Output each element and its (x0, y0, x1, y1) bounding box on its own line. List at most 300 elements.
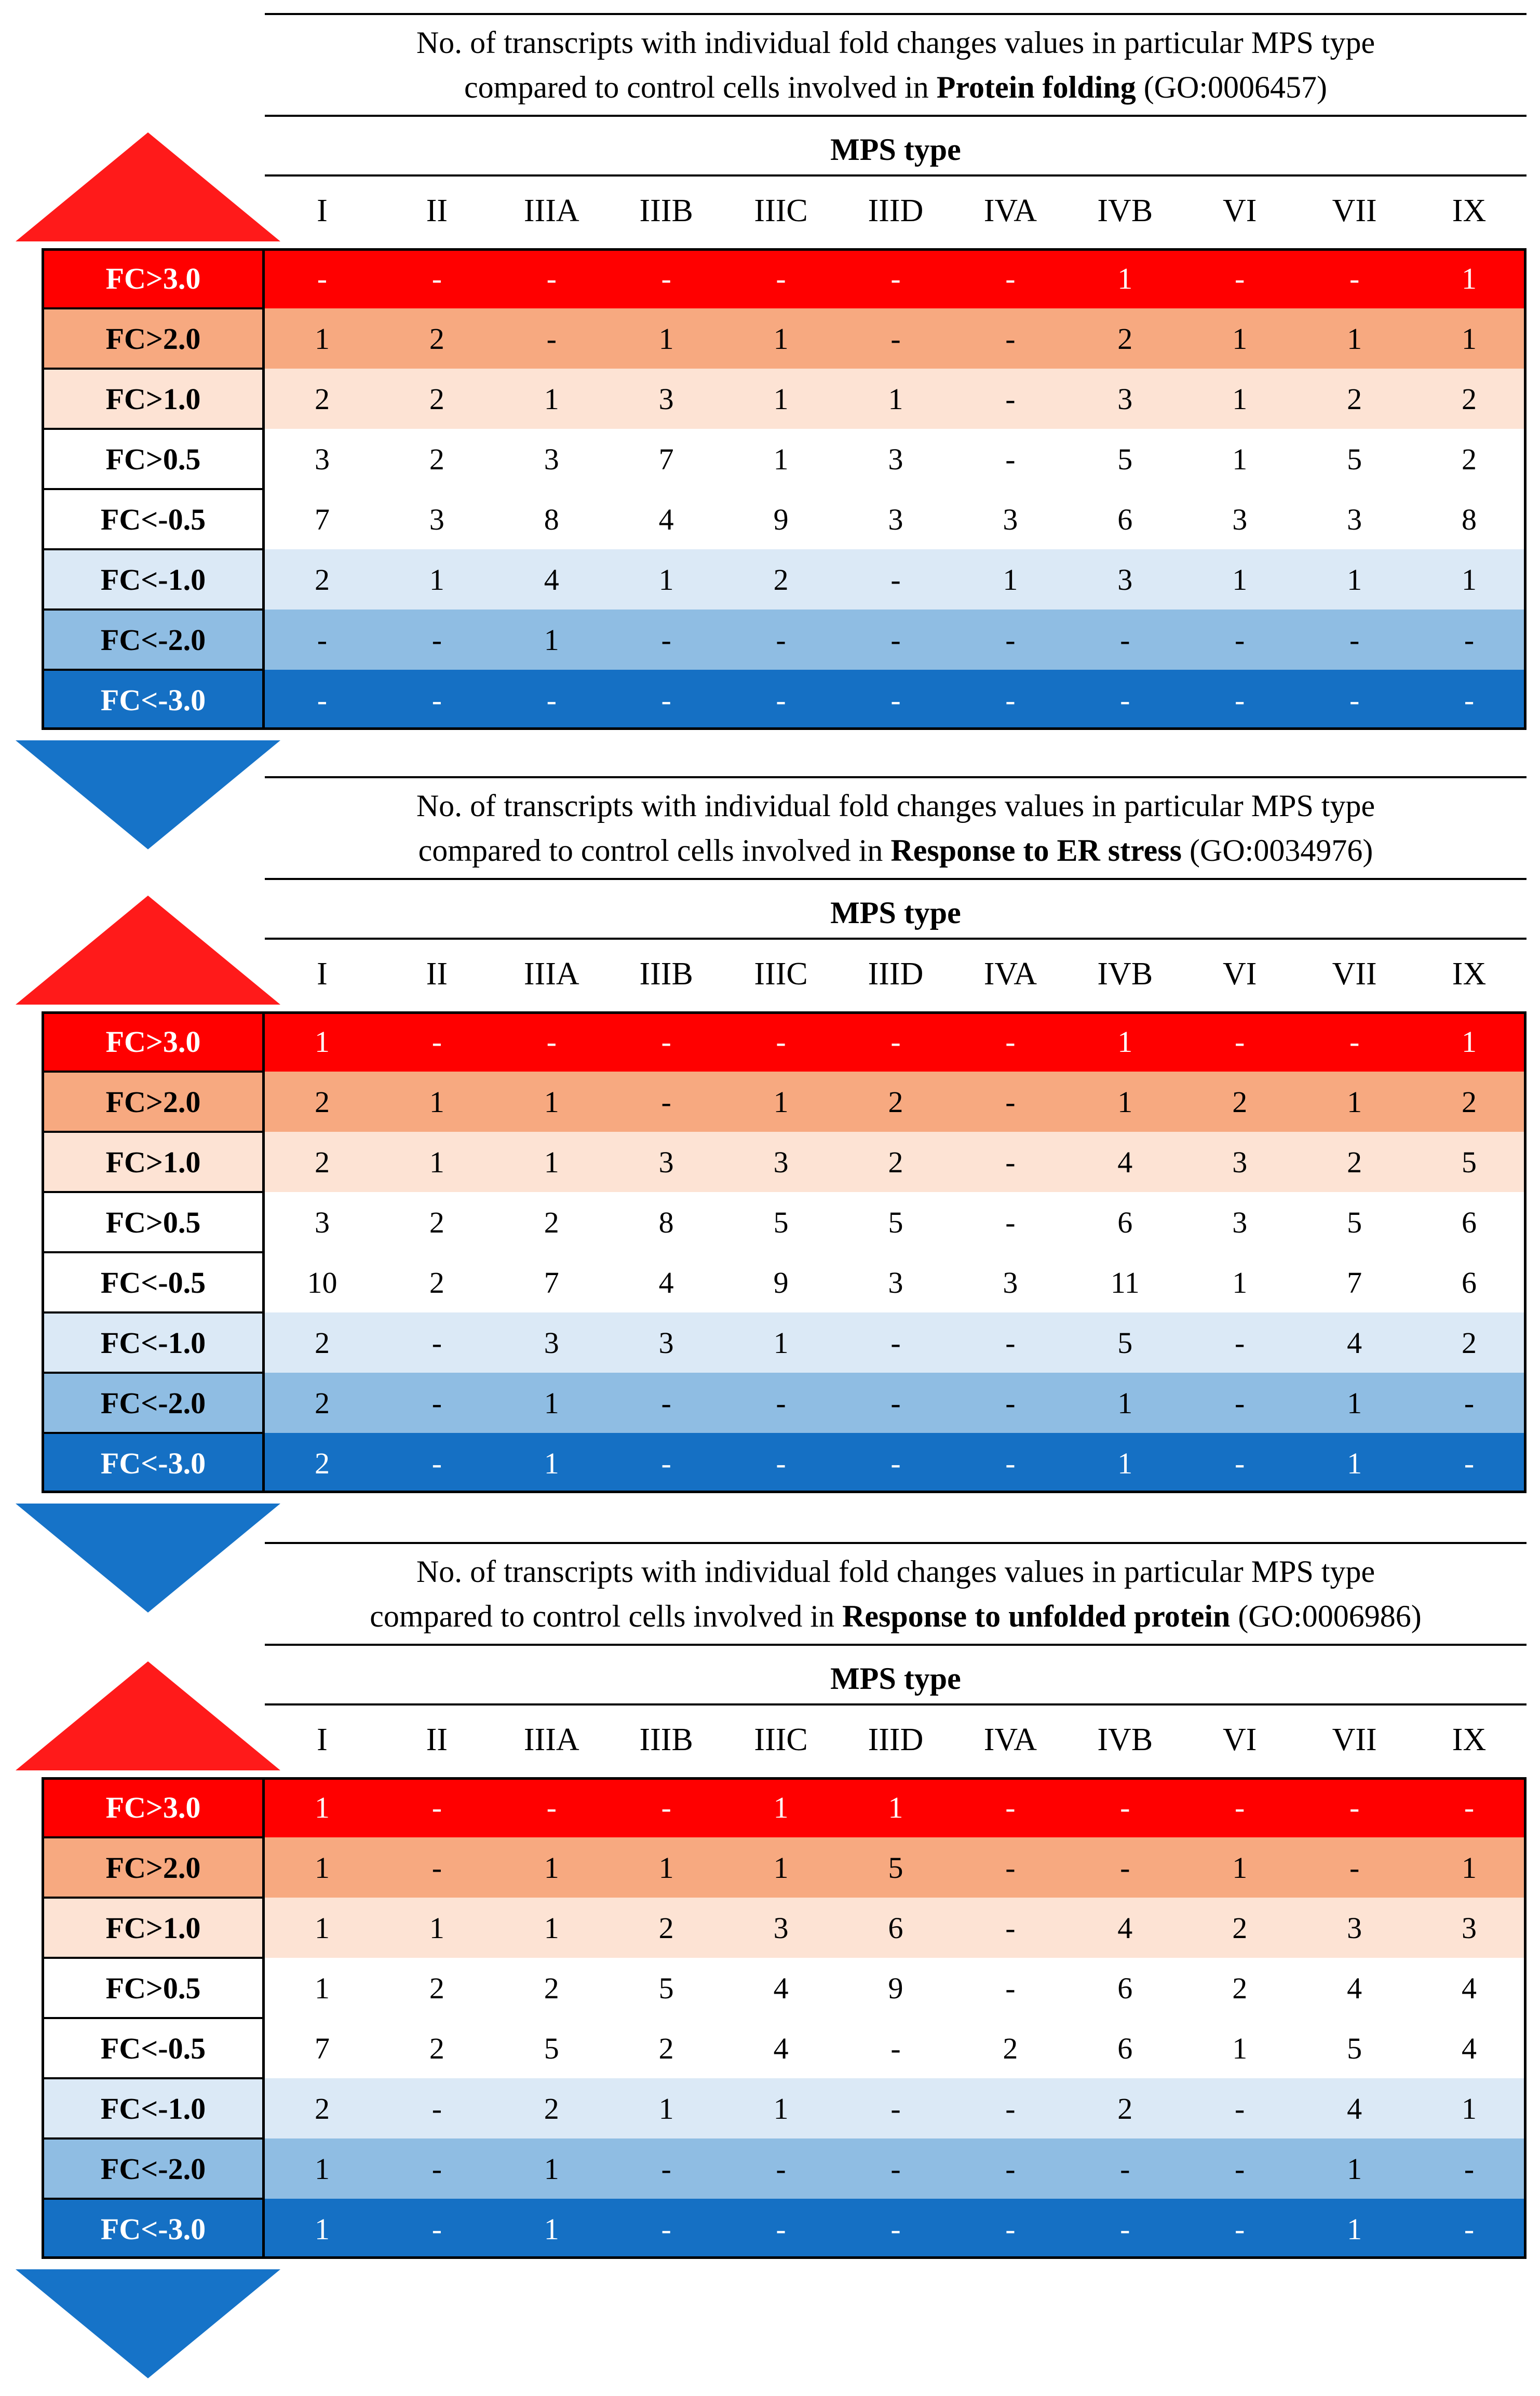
table-cell: 2 (1003, 2031, 1018, 2065)
row-separator (42, 1957, 265, 1959)
row-label: FC>3.0 (42, 1011, 265, 1072)
table-cell: - (1235, 2091, 1245, 2126)
table-cell: 7 (544, 1265, 559, 1299)
table-cell: - (661, 2151, 671, 2186)
table-cell: 1 (1462, 2091, 1477, 2126)
table-cell: - (890, 2212, 901, 2246)
row-cells (265, 1072, 1527, 1132)
table-cell: 6 (1117, 1205, 1133, 1239)
table-cell: 1 (544, 622, 559, 657)
table-cell: - (890, 261, 901, 295)
table-cell: 4 (1117, 1145, 1133, 1179)
table-cell: 1 (658, 2091, 674, 2126)
table-cell: 7 (658, 442, 674, 476)
table-row (42, 1777, 1527, 1837)
table-cell: - (1120, 2151, 1130, 2186)
table-cell: 2 (1462, 1325, 1477, 1360)
table-cell: 2 (888, 1085, 903, 1119)
row-cells (265, 1777, 1527, 1837)
caption-term: Response to ER stress (890, 833, 1182, 868)
table-cell: 1 (314, 2212, 330, 2246)
table-cell: 3 (429, 502, 444, 536)
table-row (42, 2199, 1527, 2259)
row-separator (42, 1372, 265, 1374)
table-cell: - (431, 261, 442, 295)
row-label: FC>2.0 (42, 1072, 265, 1132)
table-cell: - (317, 683, 328, 717)
table-row (42, 1252, 1527, 1312)
table-cell: - (431, 1446, 442, 1480)
row-label: FC>2.0 (42, 308, 265, 369)
column-headers (265, 182, 1527, 240)
table-cell: - (1235, 261, 1245, 295)
table-cell: - (1349, 1790, 1360, 1824)
column-header: IVA (983, 1722, 1037, 1757)
table-cell: 3 (1117, 382, 1133, 416)
caption-go-id: (GO:0034976) (1182, 833, 1373, 868)
table-cell: 2 (429, 1205, 444, 1239)
column-header: VII (1332, 193, 1377, 228)
table-cell: 2 (314, 2091, 330, 2126)
column-header: VI (1222, 956, 1257, 992)
table-cell: 1 (429, 1145, 444, 1179)
table-cell: - (1005, 1790, 1016, 1824)
table-cell: 3 (773, 1145, 789, 1179)
caption-go-id: (GO:0006457) (1136, 70, 1327, 104)
column-header: I (317, 193, 328, 228)
table-cell: - (1120, 1850, 1130, 1885)
table-row (42, 2018, 1527, 2078)
table-cell: 1 (1117, 1446, 1133, 1480)
table-cell: 2 (1347, 382, 1362, 416)
table-cell: 1 (1347, 2151, 1362, 2186)
table-cell: 1 (1117, 261, 1133, 295)
table-cell: - (890, 562, 901, 597)
table-cell: 3 (658, 1325, 674, 1360)
table-cell: - (431, 2212, 442, 2246)
row-separator (42, 608, 265, 611)
table-cell: 1 (314, 1024, 330, 1059)
table-cell: 3 (314, 442, 330, 476)
row-separator (42, 1191, 265, 1193)
table-cell: 4 (658, 1265, 674, 1299)
table-cell: - (1005, 622, 1016, 657)
up-arrow-icon (16, 132, 280, 241)
caption-term: Protein folding (936, 70, 1136, 104)
table-cell: 1 (1347, 2212, 1362, 2246)
table-cell: - (1235, 2212, 1245, 2246)
column-header: IIIC (754, 956, 808, 992)
table-cell: - (1005, 382, 1016, 416)
mps-type-header: MPS type (265, 888, 1527, 940)
mps-type-header: MPS type (265, 125, 1527, 177)
table-cell: - (1005, 1850, 1016, 1885)
table-cell: - (1464, 2212, 1475, 2246)
table-cell: 7 (1347, 1265, 1362, 1299)
table-row (42, 248, 1527, 308)
row-cells (265, 549, 1527, 610)
table-row (42, 1373, 1527, 1433)
table-cell: 7 (314, 502, 330, 536)
row-label: FC<-2.0 (42, 610, 265, 670)
table-row (42, 610, 1527, 670)
table-cell: 5 (888, 1850, 903, 1885)
table-cell: 3 (658, 1145, 674, 1179)
table-cell: 1 (544, 2151, 559, 2186)
table-cell: 4 (658, 502, 674, 536)
table-cell: 1 (544, 1446, 559, 1480)
row-separator (42, 368, 265, 370)
table-cell: 9 (773, 1265, 789, 1299)
table-cell: 2 (544, 1205, 559, 1239)
table-row (42, 1898, 1527, 1958)
table-cell: - (890, 2091, 901, 2126)
table-cell: 1 (1232, 1850, 1248, 1885)
table-cell: 1 (773, 1850, 789, 1885)
table-cell: - (1464, 1790, 1475, 1824)
table-cell: - (1005, 2212, 1016, 2246)
column-header: IX (1452, 1722, 1487, 1757)
column-header: IIID (868, 193, 924, 228)
section-1 (0, 0, 1540, 763)
table-cell: 1 (658, 1850, 674, 1885)
table-cell: - (1464, 683, 1475, 717)
table-cell: 1 (429, 1911, 444, 1945)
table-row (42, 1433, 1527, 1493)
table-cell: - (1235, 683, 1245, 717)
table-cell: 1 (1462, 321, 1477, 356)
table-cell: 3 (888, 1265, 903, 1299)
row-cells (265, 1958, 1527, 2018)
table-row (42, 1837, 1527, 1898)
table-cell: - (1005, 683, 1016, 717)
table-cell: - (1235, 1325, 1245, 1360)
caption-line-2 (464, 65, 1327, 110)
table-row (42, 308, 1527, 369)
table-cell: 2 (1117, 321, 1133, 356)
table-cell: 1 (1347, 1386, 1362, 1420)
caption-go-id: (GO:0006986) (1230, 1599, 1422, 1633)
table-cell: - (431, 2151, 442, 2186)
row-cells (265, 1837, 1527, 1898)
table-cell: 1 (314, 1790, 330, 1824)
table-cell: 2 (429, 1971, 444, 2005)
table-cell: - (431, 683, 442, 717)
table-cell: 4 (544, 562, 559, 597)
table-cell: 1 (1003, 562, 1018, 597)
table-cell: - (890, 2151, 901, 2186)
caption (265, 776, 1527, 880)
table-cell: 1 (658, 562, 674, 597)
column-header: IIIC (754, 193, 808, 228)
table-cell: - (890, 622, 901, 657)
row-separator (42, 428, 265, 430)
table-cell: 3 (773, 1911, 789, 1945)
table-cell: 1 (544, 1911, 559, 1945)
table-row (42, 670, 1527, 730)
table-cell: 2 (544, 2091, 559, 2126)
table-cell: 2 (314, 1325, 330, 1360)
table-cell: - (431, 1850, 442, 1885)
table-cell: 3 (888, 442, 903, 476)
caption-prefix: compared to control cells involved in (418, 833, 891, 868)
table-cell: 1 (773, 1790, 789, 1824)
table-cell: 2 (1462, 442, 1477, 476)
table-row (42, 1072, 1527, 1132)
table-cell: 1 (1347, 562, 1362, 597)
table-cell: 5 (1117, 442, 1133, 476)
row-separator (42, 307, 265, 309)
column-headers (265, 1711, 1527, 1769)
column-header: II (426, 1722, 448, 1757)
table-cell: - (890, 683, 901, 717)
table-cell: - (890, 1024, 901, 1059)
table-cell: 1 (888, 382, 903, 416)
table-cell: 1 (1232, 1265, 1248, 1299)
table-cell: 5 (888, 1205, 903, 1239)
table-cell: - (1349, 261, 1360, 295)
table-cell: - (661, 683, 671, 717)
table-cell: 1 (314, 321, 330, 356)
table-cell: - (1235, 1446, 1245, 1480)
table-cell: 1 (773, 382, 789, 416)
table-cell: 4 (1462, 1971, 1477, 2005)
table-cell: 3 (1462, 1911, 1477, 1945)
table-cell: 2 (314, 1446, 330, 1480)
table-cell: - (776, 683, 786, 717)
table-cell: - (1005, 442, 1016, 476)
table-cell: 6 (1462, 1205, 1477, 1239)
table-cell: 3 (1117, 562, 1133, 597)
table-cell: - (1005, 1971, 1016, 2005)
table-cell: 1 (429, 562, 444, 597)
table-cell: - (1005, 1024, 1016, 1059)
caption-line-2 (418, 828, 1373, 873)
table-cell: - (1464, 1446, 1475, 1480)
row-cells (265, 670, 1527, 730)
table-cell: - (1349, 683, 1360, 717)
table-cell: - (1235, 1024, 1245, 1059)
caption-term: Response to unfolded protein (842, 1599, 1231, 1633)
table-cell: 6 (1117, 1971, 1133, 2005)
table-cell: - (1005, 1205, 1016, 1239)
table-cell: - (890, 1325, 901, 1360)
row-label: FC<-1.0 (42, 549, 265, 610)
column-header: IVB (1097, 1722, 1153, 1757)
table-cell: 1 (773, 1085, 789, 1119)
table-row (42, 1011, 1527, 1072)
row-cells (265, 369, 1527, 429)
row-label: FC<-2.0 (42, 1373, 265, 1433)
table-cell: 1 (1232, 442, 1248, 476)
column-header: IIIA (523, 956, 579, 992)
table-cell: 2 (1347, 1145, 1362, 1179)
table-cell: 5 (1347, 1205, 1362, 1239)
table-cell: 5 (1117, 1325, 1133, 1360)
table-cell: 1 (314, 2151, 330, 2186)
table-cell: - (431, 1325, 442, 1360)
table-cell: 4 (773, 1971, 789, 2005)
row-separator (42, 1131, 265, 1133)
row-separator (42, 1432, 265, 1434)
table-cell: 1 (773, 321, 789, 356)
table-cell: - (1005, 1145, 1016, 1179)
row-cells (265, 1011, 1527, 1072)
table-cell: - (1005, 1911, 1016, 1945)
table-cell: - (1235, 1790, 1245, 1824)
table-cell: - (661, 1446, 671, 1480)
row-cells (265, 610, 1527, 670)
table-cell: 2 (314, 382, 330, 416)
table-cell: - (431, 1790, 442, 1824)
table-cell: 2 (314, 1145, 330, 1179)
table-cell: - (1235, 2151, 1245, 2186)
column-header: IX (1452, 956, 1487, 992)
column-header: IX (1452, 193, 1487, 228)
row-label: FC<-3.0 (42, 1433, 265, 1493)
table-row (42, 429, 1527, 489)
table-cell: 2 (314, 1085, 330, 1119)
table-cell: 7 (314, 2031, 330, 2065)
table-cell: - (890, 321, 901, 356)
row-separator (42, 548, 265, 550)
column-header: VI (1222, 1722, 1257, 1757)
table-cell: 1 (1462, 1024, 1477, 1059)
table-cell: - (661, 2212, 671, 2246)
table-cell: 1 (773, 2091, 789, 2126)
row-cells (265, 489, 1527, 549)
table-cell: 3 (1347, 1911, 1362, 1945)
table-cell: - (661, 1024, 671, 1059)
row-separator (42, 1897, 265, 1899)
column-header: I (317, 956, 328, 992)
table-cell: - (546, 683, 557, 717)
row-cells (265, 2199, 1527, 2259)
table-cell: 1 (1232, 2031, 1248, 2065)
mps-type-header: MPS type (265, 1654, 1527, 1705)
table-cell: 1 (544, 382, 559, 416)
row-cells (265, 1132, 1527, 1192)
table-cell: 1 (1117, 1386, 1133, 1420)
table-cell: - (776, 2212, 786, 2246)
table-cell: 5 (658, 1971, 674, 2005)
row-label: FC<-3.0 (42, 2199, 265, 2259)
row-label: FC>1.0 (42, 369, 265, 429)
row-cells (265, 2018, 1527, 2078)
table-cell: 3 (544, 442, 559, 476)
table-cell: - (546, 261, 557, 295)
column-header: II (426, 193, 448, 228)
table-cell: 1 (1347, 321, 1362, 356)
table-row (42, 1312, 1527, 1373)
table-cell: - (1464, 2151, 1475, 2186)
column-header: IVB (1097, 956, 1153, 992)
table-cell: 5 (1347, 442, 1362, 476)
table-cell: 3 (888, 502, 903, 536)
table-cell: 2 (314, 1386, 330, 1420)
row-label: FC>3.0 (42, 1777, 265, 1837)
row-label: FC<-2.0 (42, 2138, 265, 2199)
table-row (42, 2138, 1527, 2199)
row-label: FC>0.5 (42, 1192, 265, 1252)
table-cell: - (1005, 1325, 1016, 1360)
table-cell: 1 (429, 1085, 444, 1119)
caption-line-1: No. of transcripts with individual fold changes values in particular MPS type (416, 25, 1375, 60)
table-cell: 3 (544, 1325, 559, 1360)
table-cell: - (661, 261, 671, 295)
table-cell: 8 (658, 1205, 674, 1239)
table-cell: - (431, 2091, 442, 2126)
table-cell: 6 (1117, 502, 1133, 536)
row-separator (42, 1071, 265, 1073)
table-cell: - (1005, 261, 1016, 295)
table-cell: 3 (1003, 502, 1018, 536)
table-cell: - (431, 1024, 442, 1059)
table-row (42, 549, 1527, 610)
table-cell: 3 (1232, 1145, 1248, 1179)
table-cell: 3 (1003, 1265, 1018, 1299)
row-separator (42, 2017, 265, 2019)
table-cell: - (776, 1446, 786, 1480)
row-cells (265, 1373, 1527, 1433)
table-cell: - (776, 622, 786, 657)
table-cell: 3 (1347, 502, 1362, 536)
table-cell: 1 (1347, 1085, 1362, 1119)
table-cell: 2 (1462, 1085, 1477, 1119)
table-cell: 3 (1232, 502, 1248, 536)
caption-line-1: No. of transcripts with individual fold changes values in particular MPS type (416, 1554, 1375, 1589)
column-header: IVB (1097, 193, 1153, 228)
row-label: FC<-3.0 (42, 670, 265, 730)
section-3 (0, 1529, 1540, 2292)
column-header: IVA (983, 193, 1037, 228)
up-arrow-icon (16, 896, 280, 1005)
table-cell: - (1120, 2212, 1130, 2246)
table-row (42, 1192, 1527, 1252)
table-cell: - (1464, 1386, 1475, 1420)
row-label: FC<-1.0 (42, 1312, 265, 1373)
table-cell: 1 (1462, 562, 1477, 597)
table-cell: - (317, 622, 328, 657)
table-cell: 1 (773, 442, 789, 476)
table-cell: - (890, 1386, 901, 1420)
table-cell: 1 (1462, 1850, 1477, 1885)
table-cell: - (890, 2031, 901, 2065)
table-cell: 2 (1462, 382, 1477, 416)
table-row (42, 1958, 1527, 2018)
table-cell: 2 (658, 1911, 674, 1945)
column-header: IIID (868, 956, 924, 992)
column-header: VI (1222, 193, 1257, 228)
caption-prefix: compared to control cells involved in (370, 1599, 843, 1633)
row-cells (265, 429, 1527, 489)
table-cell: 1 (314, 1911, 330, 1945)
table-cell: - (776, 1386, 786, 1420)
table-cell: 1 (544, 1850, 559, 1885)
table-cell: 1 (544, 1085, 559, 1119)
table-cell: 10 (307, 1265, 337, 1299)
table-row (42, 489, 1527, 549)
table-cell: - (1005, 2151, 1016, 2186)
row-label: FC<-1.0 (42, 2078, 265, 2138)
table-cell: 1 (1117, 1085, 1133, 1119)
table-cell: 2 (888, 1145, 903, 1179)
column-headers (265, 945, 1527, 1003)
table-cell: - (661, 622, 671, 657)
column-header: IIIA (523, 193, 579, 228)
row-separator (42, 1251, 265, 1253)
table-cell: 2 (1232, 1085, 1248, 1119)
